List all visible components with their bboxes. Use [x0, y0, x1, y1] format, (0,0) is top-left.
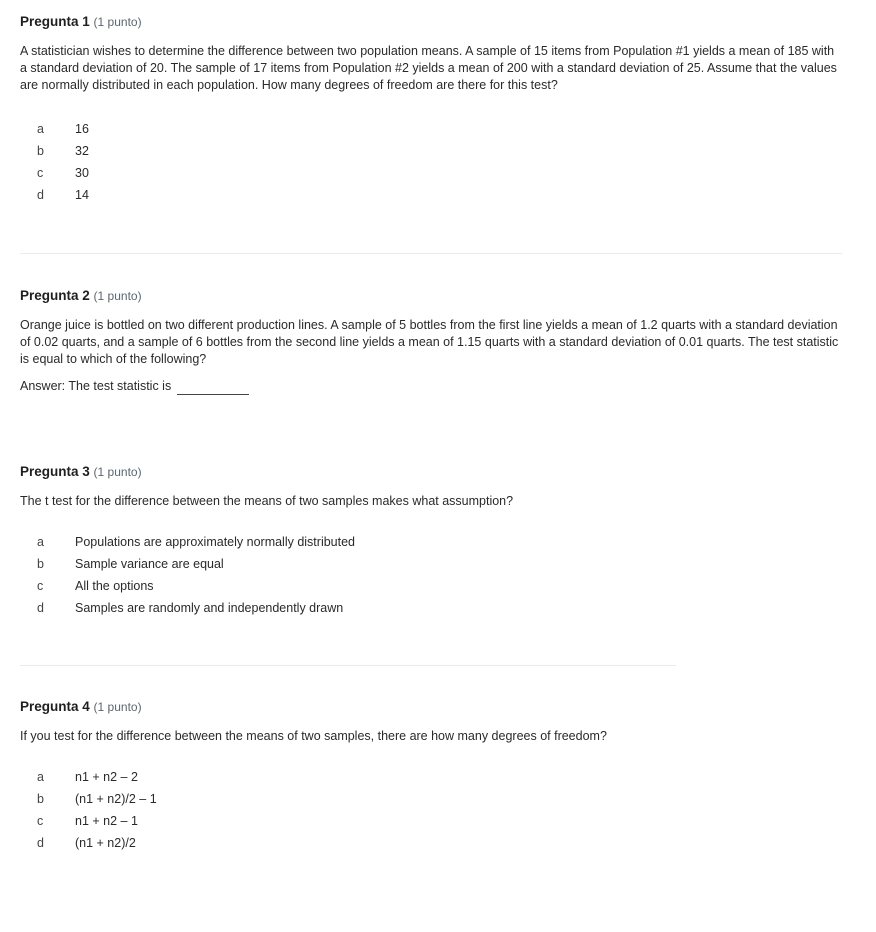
option-c[interactable] — [37, 575, 355, 597]
question-text: The t test for the difference between the means of two samples makes what assumption? — [20, 494, 514, 508]
option-a[interactable] — [37, 531, 355, 553]
option-b[interactable] — [37, 553, 355, 575]
question-header — [20, 698, 840, 716]
question-points: (1 punto) — [93, 465, 142, 479]
option-letter: a — [37, 122, 44, 136]
option-d[interactable] — [37, 597, 355, 619]
option-a[interactable] — [37, 766, 157, 788]
question-text: If you test for the difference between the means of two samples, there are how many degrees of freedom? — [20, 729, 607, 743]
option-a[interactable] — [37, 118, 89, 140]
section-divider — [20, 665, 676, 666]
option-text: n1 + n2 – 2 — [75, 770, 138, 784]
question-1 — [20, 13, 840, 94]
option-letter: b — [37, 144, 44, 158]
option-letter: b — [37, 792, 44, 806]
option-b[interactable] — [37, 788, 157, 810]
option-text: (n1 + n2)/2 – 1 — [75, 792, 157, 806]
option-letter: c — [37, 579, 44, 593]
question-header — [20, 13, 840, 31]
question-header — [20, 287, 840, 305]
question-4 — [20, 698, 840, 745]
question-2 — [20, 287, 840, 395]
option-text: 14 — [75, 188, 89, 202]
option-letter: a — [37, 535, 44, 549]
option-text: 16 — [75, 122, 89, 136]
option-text: Populations are approximately normally distributed — [75, 535, 356, 549]
question-points: (1 punto) — [93, 700, 142, 714]
option-c[interactable] — [37, 162, 89, 184]
question-text: A statistician wishes to determine the difference between two population means. A sample of 15 items from Population #1 yields a mean of 185 with a standard deviation of 20. The sample of 17 items from Population #2 yields a mean of 200 with a standard deviation of 25. Assume that the values are normally distributed in each population. How many degrees of freedom are there for this test? — [20, 44, 837, 92]
option-text: (n1 + n2)/2 — [75, 836, 136, 850]
answer-options — [37, 531, 355, 619]
option-c[interactable] — [37, 810, 157, 832]
question-header — [20, 463, 840, 481]
option-letter: b — [37, 557, 44, 571]
option-b[interactable] — [37, 140, 89, 162]
option-letter: d — [37, 188, 44, 202]
option-letter: c — [37, 814, 44, 828]
question-title: Pregunta 4 — [20, 699, 90, 714]
question-points: (1 punto) — [93, 15, 142, 29]
answer-label: Answer: The test statistic is — [20, 379, 172, 393]
question-3 — [20, 463, 840, 510]
option-d[interactable] — [37, 184, 89, 206]
section-divider — [20, 253, 842, 254]
option-letter: d — [37, 836, 44, 850]
option-text: 32 — [75, 144, 89, 158]
answer-line — [20, 378, 840, 395]
question-points: (1 punto) — [93, 289, 142, 303]
answer-options — [37, 118, 89, 206]
question-title: Pregunta 2 — [20, 288, 90, 303]
option-text: 30 — [75, 166, 89, 180]
option-letter: d — [37, 601, 44, 615]
option-letter: c — [37, 166, 44, 180]
option-letter: a — [37, 770, 44, 784]
option-text: Sample variance are equal — [75, 557, 224, 571]
question-title: Pregunta 3 — [20, 464, 90, 479]
option-text: All the options — [75, 579, 154, 593]
option-text: n1 + n2 – 1 — [75, 814, 138, 828]
question-text: Orange juice is bottled on two different production lines. A sample of 5 bottles from the first line yields a mean of 1.2 quarts with a standard deviation of 0.02 quarts, and a sample of 6 bottles from the second line yields a mean of 1.15 quarts with a standard deviation of 0.01 quarts. The test statistic is equal to which of the following? — [20, 318, 839, 366]
answer-blank-field[interactable] — [177, 382, 249, 395]
answer-options — [37, 766, 157, 854]
option-d[interactable] — [37, 832, 157, 854]
question-title: Pregunta 1 — [20, 14, 90, 29]
option-text: Samples are randomly and independently drawn — [75, 601, 344, 615]
